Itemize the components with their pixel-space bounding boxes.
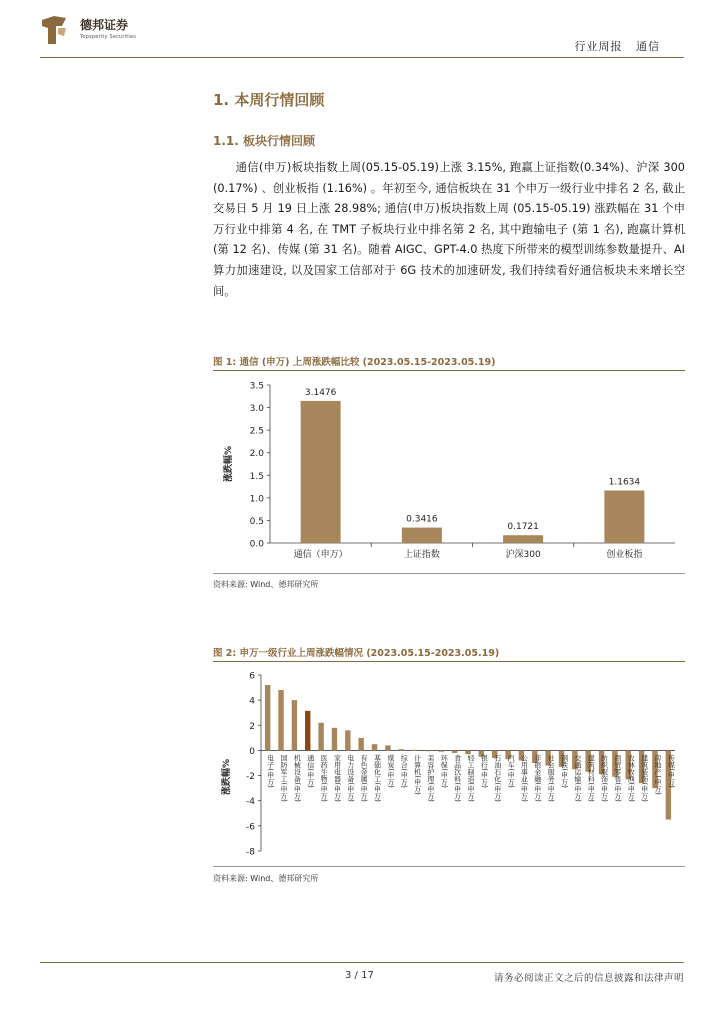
x-tick-label: 建筑装饰(申万) [640, 754, 649, 802]
x-tick-label: 综合(申万) [400, 754, 409, 788]
y-tick-label: -8 [246, 847, 255, 858]
y-tick-label: 2 [249, 721, 255, 732]
bar [318, 723, 323, 751]
bar [372, 744, 377, 750]
x-tick-label: 商贸零售(申万) [613, 754, 622, 802]
x-tick-label: 上证指数 [403, 550, 440, 560]
x-tick-label: 计算机(申万) [413, 754, 422, 795]
y-axis-title: 涨跌幅% [222, 758, 232, 796]
section-heading: 1. 本周行情回顾 [213, 91, 325, 109]
y-tick-label: 1.0 [249, 494, 264, 505]
x-tick-label: 通信(申万) [306, 754, 315, 788]
x-tick-label: 电力设备(申万) [346, 754, 355, 802]
body-paragraph [213, 158, 685, 302]
y-tick-label: 6 [249, 671, 255, 682]
bar [402, 528, 442, 543]
x-tick-label: 家用电器(申万) [333, 754, 342, 802]
x-tick-label: 汽车(申万) [507, 754, 516, 788]
x-tick-label: 交通运输(申万) [573, 754, 582, 802]
bar [278, 690, 283, 750]
data-label: 0.1721 [507, 522, 539, 533]
x-tick-label: 建筑材料(申万) [587, 754, 596, 802]
y-tick-label: 2.0 [249, 449, 264, 460]
x-tick-label: 社会服务(申万) [547, 754, 556, 802]
page-header [0, 0, 724, 60]
header-divider [40, 57, 684, 58]
page-number: 3 / 17 [345, 970, 374, 981]
bar [265, 685, 270, 750]
x-tick-label: 非银金融(申万) [533, 754, 542, 802]
x-tick-label: 电子(申万) [266, 754, 275, 788]
bar [425, 750, 430, 751]
x-tick-label: 石油石化(申万) [493, 754, 502, 802]
bar [439, 750, 444, 751]
figure2-top-rule [213, 661, 685, 662]
x-tick-label: 机械设备(申万) [293, 754, 302, 802]
x-tick-label: 创业板指 [606, 550, 643, 560]
brand-name: 德邦证券 [80, 18, 129, 32]
brand-name-en: Topsperity Securities [80, 34, 137, 40]
bar [358, 738, 363, 751]
bar [332, 728, 337, 751]
paragraph-text: 通信(申万)板块指数上周(05.15-05.19)上涨 3.15%, 跑赢上证指数(0.34%)、沪深 300 (0.17%) 、创业板指 (1.16%) 。年初至今, 通信板块在 31 个申万一级行业中排名 2 名, 截止交易日 5 月 19 日上涨 28.98%; 通信(申万)板块指数上周 (05.15-05.19) 涨跌幅在 31 个申万行业中排第 4 名, 在 TMT 子板块行业中排名第 2 名, 其中跑输电子 (第 1 名), 跑赢计算机 (第 12 名)、传媒 (第 31 名)。随着 AIGC、GPT-4.0 热度下所带来的模型训练参数量提升、AI 算力加速建设, 以及国家工信部对于 6G 技术的加速研发, 我们持续看好通信板块未来增长空间。 [213, 161, 685, 298]
x-tick-label: 房地产(申万) [653, 754, 662, 795]
y-tick-label: -4 [246, 797, 255, 808]
y-tick-label: -2 [246, 772, 255, 783]
bar [452, 750, 457, 753]
bar [305, 711, 310, 751]
figure2-source: 资料来源: Wind、德邦研究所 [213, 874, 319, 883]
x-tick-label: 食品饮料(申万) [453, 754, 462, 802]
x-tick-label: 银行(申万) [480, 754, 489, 788]
x-tick-label: 纺织服饰(申万) [600, 754, 609, 802]
x-tick-label: 医药生物(申万) [320, 754, 329, 802]
bar [399, 749, 404, 750]
x-tick-label: 公用事业(申万) [520, 754, 529, 802]
y-tick-label: 0 [249, 746, 255, 757]
footer-disclaimer: 请务必阅读正文之后的信息披露和法律声明 [493, 973, 684, 984]
report-type: 行业周报 通信 [574, 40, 660, 53]
figure2-chart [213, 664, 685, 864]
x-tick-label: 煤炭(申万) [386, 754, 395, 788]
y-tick-label: 0.0 [249, 539, 264, 550]
x-tick-label: 国防军工(申万) [280, 754, 289, 802]
x-tick-label: 轻工制造(申万) [467, 754, 475, 802]
figure1-source: 资料来源: Wind、德邦研究所 [213, 580, 319, 589]
bar [301, 401, 341, 543]
y-tick-label: 3.5 [249, 381, 264, 392]
x-tick-label: 环保(申万) [440, 754, 449, 788]
y-tick-label: 4 [249, 696, 255, 707]
y-tick-label: 1.5 [249, 471, 264, 482]
x-tick-label: 传媒(申万) [667, 754, 676, 788]
bar [385, 745, 390, 750]
y-tick-label: 3.0 [249, 404, 264, 415]
data-label: 3.1476 [304, 387, 337, 398]
x-tick-label: 有色金属(申万) [360, 754, 369, 802]
bar [503, 535, 543, 543]
x-tick-label: 沪深300 [505, 550, 541, 560]
data-label: 0.3416 [406, 514, 438, 525]
figure2-title: 图 2: 申万一级行业上周涨跌幅情况 (2023.05.15-2023.05.19) [213, 648, 500, 659]
figure1-title: 图 1: 通信 (申万) 上周涨跌幅比较 (2023.05.15-2023.05.19) [213, 357, 496, 368]
figure1-chart [213, 374, 685, 572]
x-tick-label: 通信（申万） [293, 550, 348, 560]
brand-logo-icon [40, 14, 70, 46]
footer-divider [40, 962, 684, 963]
bar [604, 490, 644, 543]
y-tick-label: 0.5 [249, 516, 264, 527]
x-tick-label: 美容护理(申万) [426, 754, 435, 802]
y-tick-label: -6 [246, 822, 255, 833]
y-axis-title: 涨跌幅% [224, 445, 234, 483]
figure1-bottom-rule [213, 573, 685, 574]
figure1-top-rule [213, 370, 685, 371]
x-tick-label: 农林牧渔(申万) [627, 754, 636, 802]
y-tick-label: 2.5 [249, 426, 264, 437]
subsection-heading: 1.1. 板块行情回顾 [213, 134, 315, 148]
data-label: 1.1634 [608, 477, 641, 488]
bar [345, 730, 350, 750]
figure2-bottom-rule [213, 866, 685, 867]
x-tick-label: 基础化工(申万) [373, 754, 382, 802]
bar [412, 750, 417, 751]
x-tick-label: 钢铁(申万) [560, 754, 569, 788]
bar [292, 700, 297, 750]
